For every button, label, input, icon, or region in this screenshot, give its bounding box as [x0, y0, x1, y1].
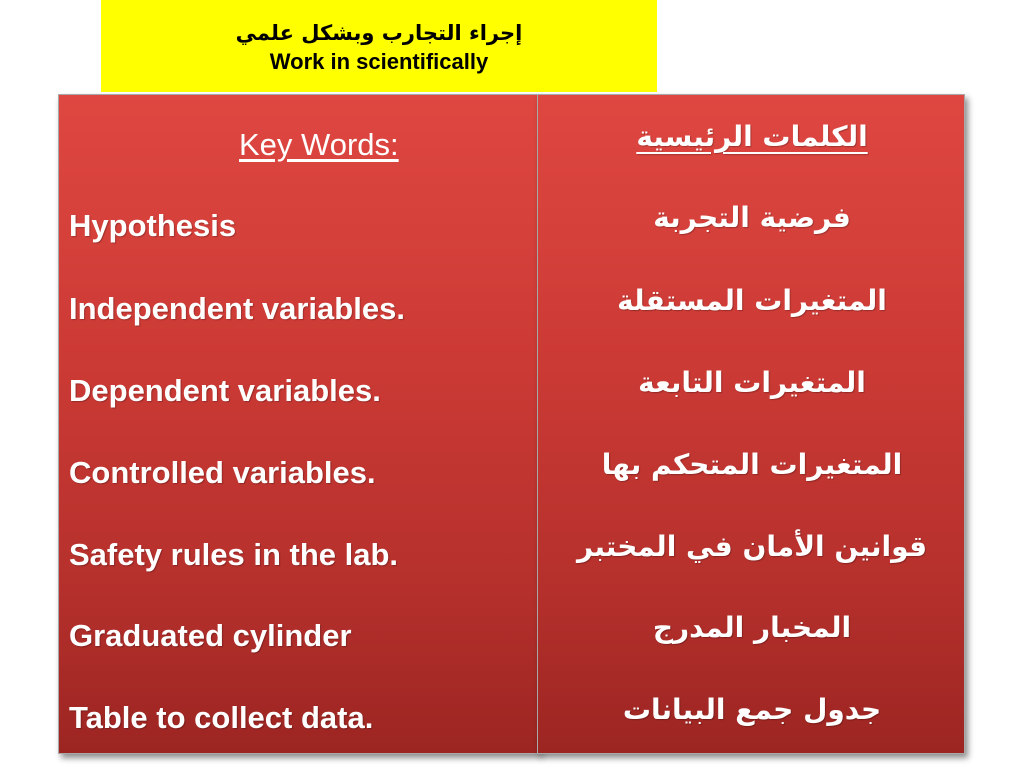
english-item-safety-rules: Safety rules in the lab.: [69, 537, 399, 572]
english-item-graduated-cylinder: Graduated cylinder: [69, 618, 352, 653]
english-header: Key Words:: [239, 127, 399, 162]
english-item-data-table: Table to collect data.: [69, 700, 374, 735]
english-item-dependent-variables: Dependent variables.: [69, 373, 381, 408]
arabic-item-independent-variables: المتغيرات المستقلة: [617, 284, 887, 317]
arabic-item-dependent-variables: المتغيرات التابعة: [638, 366, 866, 399]
arabic-item-graduated-cylinder: المخبار المدرج: [652, 611, 852, 644]
arabic-item-controlled-variables: المتغيرات المتحكم بها: [601, 448, 903, 481]
arabic-item-data-table: جدول جمع البيانات: [622, 693, 882, 726]
english-item-hypothesis: Hypothesis: [69, 208, 237, 243]
arabic-keywords-panel: [537, 94, 965, 754]
arabic-item-hypothesis: فرضية التجربة: [653, 201, 851, 234]
english-item-controlled-variables: Controlled variables.: [69, 455, 376, 490]
english-item-independent-variables: Independent variables.: [69, 291, 405, 326]
english-keywords-panel: [58, 94, 540, 754]
title-arabic: إجراء التجارب وبشكل علمي: [235, 21, 523, 45]
arabic-item-safety-rules: قوانين الأمان في المختبر: [576, 530, 928, 563]
arabic-header: الكلمات الرئيسية: [636, 120, 868, 153]
title-english: Work in scientifically: [269, 49, 489, 74]
title-box: [101, 0, 657, 92]
